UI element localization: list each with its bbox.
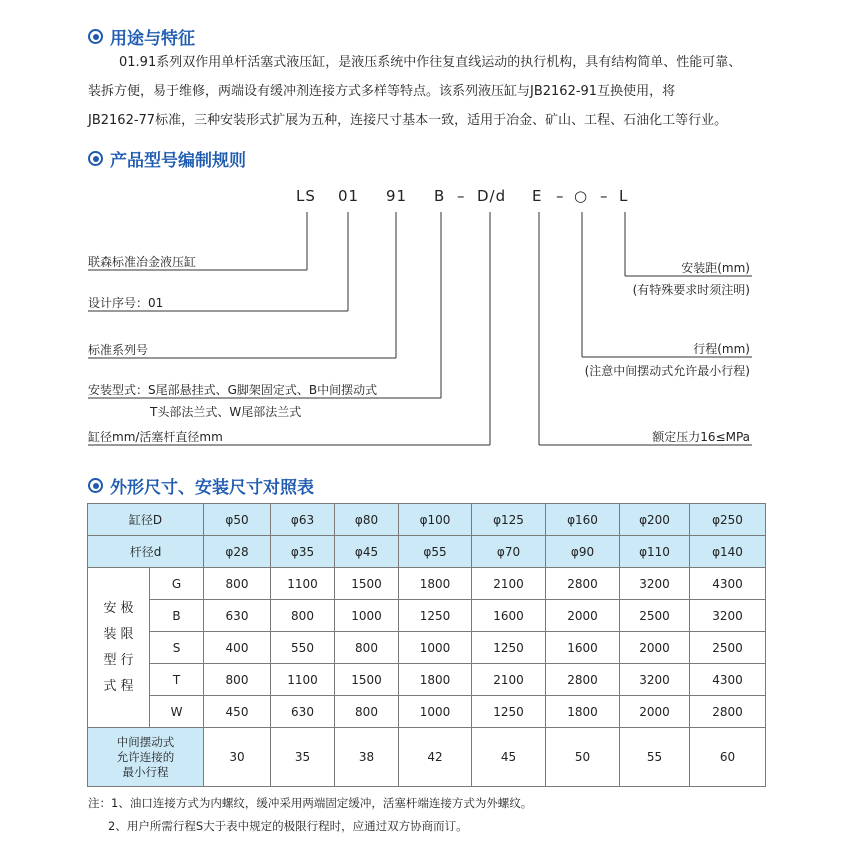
cell-min-stroke: 45 bbox=[472, 728, 546, 787]
dimension-table bbox=[87, 503, 766, 787]
cell-stroke: 1600 bbox=[546, 632, 620, 664]
label-mount-distance-note: (有特殊要求时须注明) bbox=[632, 283, 750, 297]
table-row-rod bbox=[88, 536, 766, 568]
label-bore-rod: 缸径mm/活塞杆直径mm bbox=[88, 430, 223, 444]
table-row-min-stroke bbox=[88, 728, 766, 787]
cell-bore: φ160 bbox=[546, 504, 620, 536]
cell-bore: φ250 bbox=[690, 504, 766, 536]
footnote-1: 注：1、油口连接方式为内螺纹，缓冲采用两端固定缓冲，活塞杆端连接方式为外螺纹。 bbox=[88, 796, 533, 810]
cell-rod: φ70 bbox=[472, 536, 546, 568]
code-ls: LS bbox=[296, 187, 316, 205]
cell-stroke: 2100 bbox=[472, 664, 546, 696]
table-row-s bbox=[88, 632, 766, 664]
cell-stroke: 2000 bbox=[620, 696, 690, 728]
cell-stroke: 3200 bbox=[690, 600, 766, 632]
cell-stroke: 800 bbox=[335, 696, 399, 728]
para-line: 装拆方便，易于维修，两端设有缓冲剂连接方式多样等特点。该系列液压缸与JB2162-91互换使用，将 bbox=[88, 84, 676, 99]
cell-rod: φ55 bbox=[399, 536, 472, 568]
table-row-w bbox=[88, 696, 766, 728]
cell-min-stroke: 35 bbox=[271, 728, 335, 787]
cell-bore: φ80 bbox=[335, 504, 399, 536]
type-label: B bbox=[150, 600, 204, 632]
cell-stroke: 1100 bbox=[271, 568, 335, 600]
para-line: JB2162-77标准，三种安装形式扩展为五种，连接尺寸基本一致，适用于冶金、矿山、工程、石油化工等行业。 bbox=[88, 113, 728, 128]
cell-stroke: 1500 bbox=[335, 568, 399, 600]
code-l: L bbox=[619, 187, 629, 205]
cell-stroke: 630 bbox=[204, 600, 271, 632]
cell-stroke: 2000 bbox=[546, 600, 620, 632]
table-row-t bbox=[88, 664, 766, 696]
cell-stroke: 1250 bbox=[399, 600, 472, 632]
code-dd: D/d bbox=[477, 187, 507, 205]
cell-stroke: 2500 bbox=[620, 600, 690, 632]
group-label-cell: 安 装 型 式 极 限 行 程 bbox=[88, 568, 150, 728]
cell-stroke: 3200 bbox=[620, 568, 690, 600]
cell-stroke: 800 bbox=[204, 664, 271, 696]
cell-bore: φ100 bbox=[399, 504, 472, 536]
label-brand: 联森标准冶金液压缸 bbox=[88, 255, 197, 269]
table-row-b bbox=[88, 600, 766, 632]
cell-stroke: 2800 bbox=[690, 696, 766, 728]
cell-stroke: 400 bbox=[204, 632, 271, 664]
cell-stroke: 1500 bbox=[335, 664, 399, 696]
label-stroke-note: (注意中间摆动式允许最小行程) bbox=[584, 364, 750, 378]
cell-stroke: 1100 bbox=[271, 664, 335, 696]
label-mount-type-cont: T头部法兰式、W尾部法兰式 bbox=[150, 405, 302, 419]
cell-stroke: 1800 bbox=[399, 664, 472, 696]
header-min-stroke: 中间摆动式 允许连接的 最小行程 bbox=[88, 728, 204, 787]
cell-stroke: 3200 bbox=[620, 664, 690, 696]
cell-min-stroke: 50 bbox=[546, 728, 620, 787]
cell-stroke: 1250 bbox=[472, 696, 546, 728]
cell-stroke: 630 bbox=[271, 696, 335, 728]
cell-stroke: 800 bbox=[335, 632, 399, 664]
cell-stroke: 2000 bbox=[620, 632, 690, 664]
type-label: T bbox=[150, 664, 204, 696]
code-01: 01 bbox=[338, 187, 360, 205]
cell-stroke: 2800 bbox=[546, 664, 620, 696]
label-design-no: 设计序号：01 bbox=[88, 296, 164, 310]
cell-min-stroke: 38 bbox=[335, 728, 399, 787]
cell-bore: φ50 bbox=[204, 504, 271, 536]
label-mount-type: 安装型式：S尾部悬挂式、G脚架固定式、B中间摆动式 bbox=[88, 383, 378, 397]
section-title: 外形尺寸、安装尺寸对照表 bbox=[110, 478, 314, 498]
bullet-ring-icon bbox=[88, 478, 103, 493]
cell-min-stroke: 55 bbox=[620, 728, 690, 787]
cell-stroke: 4300 bbox=[690, 664, 766, 696]
para-line: 01.91系列双作用单杆活塞式液压缸，是液压系统中作往复直线运动的执行机构，具有结构简单、性能可靠、 bbox=[119, 55, 742, 70]
table-row-bore bbox=[88, 504, 766, 536]
cell-stroke: 1000 bbox=[399, 696, 472, 728]
header-bore: 缸径D bbox=[88, 504, 204, 536]
cell-stroke: 2500 bbox=[690, 632, 766, 664]
cell-bore: φ125 bbox=[472, 504, 546, 536]
section-title: 用途与特征 bbox=[110, 29, 195, 49]
code-circle: ○ bbox=[574, 187, 589, 205]
label-pressure: 额定压力16≤MPa bbox=[652, 430, 750, 444]
code-91: 91 bbox=[386, 187, 408, 205]
cell-rod: φ110 bbox=[620, 536, 690, 568]
label-mount-distance: 安装距(mm) bbox=[681, 261, 750, 275]
section-title: 产品型号编制规则 bbox=[110, 151, 246, 171]
label-stroke: 行程(mm) bbox=[693, 342, 750, 356]
cell-rod: φ140 bbox=[690, 536, 766, 568]
code-dash: – bbox=[457, 187, 466, 205]
footnote-2: 2、用户所需行程S大于表中规定的极限行程时，应通过双方协商而订。 bbox=[108, 819, 468, 833]
cell-stroke: 1800 bbox=[399, 568, 472, 600]
cell-rod: φ35 bbox=[271, 536, 335, 568]
cell-stroke: 1250 bbox=[472, 632, 546, 664]
cell-stroke: 1000 bbox=[399, 632, 472, 664]
cell-stroke: 800 bbox=[271, 600, 335, 632]
cell-stroke: 1600 bbox=[472, 600, 546, 632]
table-row-g bbox=[88, 568, 766, 600]
cell-stroke: 800 bbox=[204, 568, 271, 600]
code-e: E bbox=[532, 187, 543, 205]
type-label: S bbox=[150, 632, 204, 664]
cell-stroke: 2800 bbox=[546, 568, 620, 600]
code-b: B bbox=[434, 187, 446, 205]
cell-bore: φ200 bbox=[620, 504, 690, 536]
type-label: W bbox=[150, 696, 204, 728]
cell-stroke: 450 bbox=[204, 696, 271, 728]
code-dash: – bbox=[556, 187, 565, 205]
cell-rod: φ90 bbox=[546, 536, 620, 568]
type-label: G bbox=[150, 568, 204, 600]
cell-rod: φ45 bbox=[335, 536, 399, 568]
cell-min-stroke: 60 bbox=[690, 728, 766, 787]
cell-stroke: 1000 bbox=[335, 600, 399, 632]
cell-min-stroke: 30 bbox=[204, 728, 271, 787]
cell-stroke: 4300 bbox=[690, 568, 766, 600]
code-dash: – bbox=[600, 187, 609, 205]
cell-bore: φ63 bbox=[271, 504, 335, 536]
cell-stroke: 1800 bbox=[546, 696, 620, 728]
label-series: 标准系列号 bbox=[88, 343, 149, 357]
cell-min-stroke: 42 bbox=[399, 728, 472, 787]
cell-stroke: 550 bbox=[271, 632, 335, 664]
cell-rod: φ28 bbox=[204, 536, 271, 568]
section-heading-dimensions bbox=[88, 473, 314, 498]
header-rod: 杆径d bbox=[88, 536, 204, 568]
cell-stroke: 2100 bbox=[472, 568, 546, 600]
